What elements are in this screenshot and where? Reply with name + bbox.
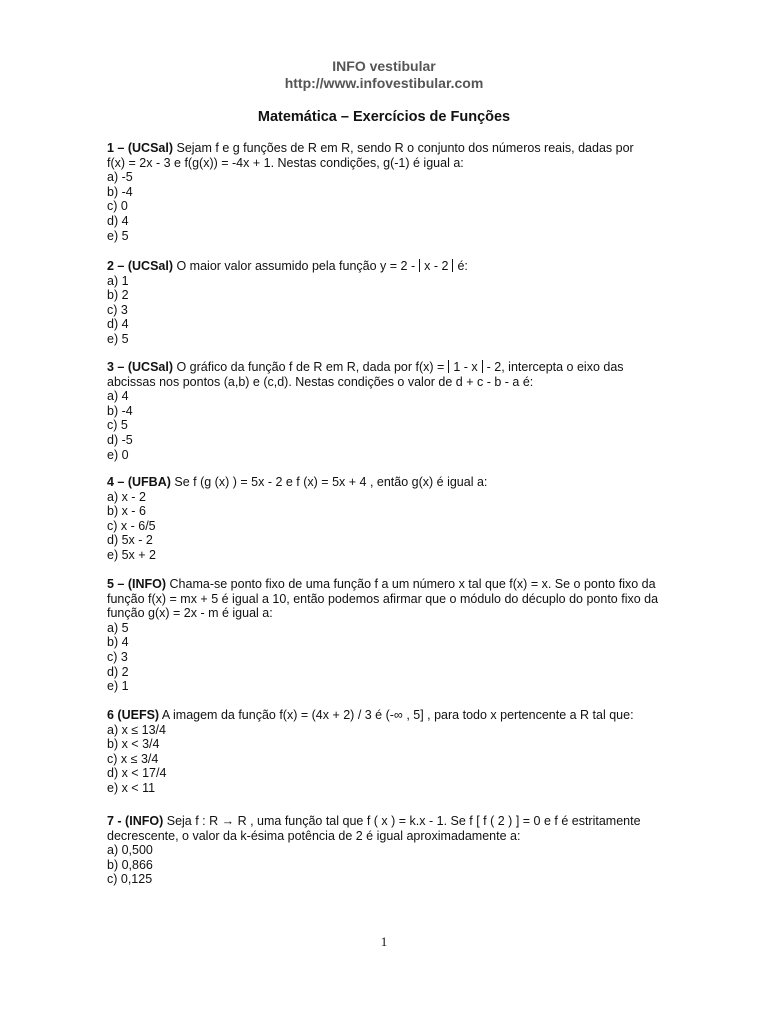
option-b: b) 0,866 <box>107 857 153 872</box>
option-a: a) 5 <box>107 620 129 635</box>
question-text: Chama-se ponto fixo de uma função f a um número x tal que f(x) = x. Se o ponto fixo da <box>169 577 656 591</box>
option-a: a) 0,500 <box>107 843 153 858</box>
question-1 <box>107 141 667 243</box>
option-e: e) 1 <box>107 679 129 694</box>
option-b: b) -4 <box>107 403 133 418</box>
document-title: Matemática – Exercícios de Funções <box>257 109 511 125</box>
question-text: O gráfico da função f de R em R, dada por f(x) = <box>176 360 445 374</box>
question-text: O maior valor assumido pela função y = 2 - <box>176 259 416 273</box>
option-a: a) x - 2 <box>107 489 146 504</box>
option-c: c) 0,125 <box>107 872 153 887</box>
option-c: c) x ≤ 3/4 <box>107 751 159 766</box>
option-a: a) -5 <box>107 170 133 185</box>
option-e: e) 5 <box>107 228 129 243</box>
question-text: função f(x) = mx + 5 é igual a 10, então podemos afirmar que o módulo do décuplo do ponto fixo da <box>107 591 659 606</box>
question-label: 3 – (UCSal) <box>107 360 173 374</box>
option-d: d) -5 <box>107 432 133 447</box>
question-text: A imagem da função f(x) = (4x + 2) / 3 é (-∞ , 5] , para todo x pertencente a R tal que: <box>161 708 634 722</box>
absolute-value-bar <box>419 259 420 272</box>
question-5 <box>107 577 667 694</box>
question-text: Sejam f e g funções de R em R, sendo R o conjunto dos números reais, dadas por <box>176 141 634 155</box>
question-label: 2 – (UCSal) <box>107 259 173 273</box>
question-text: Seja f : R → R , uma função tal que f ( x ) = k.x - 1. Se f [ f ( 2 ) ] = 0 e f é estritamente <box>166 814 641 828</box>
site-name: INFO vestibular <box>332 58 436 74</box>
option-e: e) 0 <box>107 447 129 462</box>
option-c: c) 0 <box>107 199 128 214</box>
option-c: c) 3 <box>107 302 128 317</box>
question-label: 5 – (INFO) <box>107 577 167 591</box>
option-c: c) 5 <box>107 418 128 433</box>
option-c: c) 3 <box>107 649 128 664</box>
option-a: a) 4 <box>107 389 129 404</box>
option-b: b) 4 <box>107 635 129 650</box>
question-3 <box>107 360 667 462</box>
option-d: d) x < 17/4 <box>107 766 167 781</box>
option-e: e) 5x + 2 <box>107 547 156 562</box>
question-label: 6 (UEFS) <box>107 708 160 722</box>
absolute-value-expression: x - 2 <box>424 259 449 273</box>
question-label: 7 - (INFO) <box>107 814 164 828</box>
question-label: 4 – (UFBA) <box>107 475 171 489</box>
option-b: b) x - 6 <box>107 504 146 519</box>
option-e: e) 5 <box>107 331 129 346</box>
option-a: a) x ≤ 13/4 <box>107 722 166 737</box>
question-6 <box>107 708 667 796</box>
option-d: d) 4 <box>107 317 129 332</box>
option-b: b) 2 <box>107 288 129 303</box>
absolute-value-expression: 1 - x <box>453 360 478 374</box>
absolute-value-bar <box>452 259 453 272</box>
option-d: d) 5x - 2 <box>107 533 153 548</box>
question-text: f(x) = 2x - 3 e f(g(x)) = -4x + 1. Nestas condições, g(-1) é igual a: <box>107 155 464 170</box>
absolute-value-bar <box>482 360 483 373</box>
question-text: Se f (g (x) ) = 5x - 2 e f (x) = 5x + 4 , então g(x) é igual a: <box>174 475 488 489</box>
option-e: e) x < 11 <box>107 780 156 795</box>
page-number: 1 <box>380 934 388 949</box>
option-c: c) x - 6/5 <box>107 518 156 533</box>
site-url: http://www.infovestibular.com <box>284 75 484 91</box>
absolute-value-bar <box>448 360 449 373</box>
option-d: d) 2 <box>107 664 129 679</box>
option-d: d) 4 <box>107 213 129 228</box>
question-2 <box>107 259 667 347</box>
question-text: abcissas nos pontos (a,b) e (c,d). Nestas condições o valor de d + c - b - a é: <box>107 374 534 389</box>
option-a: a) 1 <box>107 273 129 288</box>
question-7 <box>107 814 667 887</box>
question-4 <box>107 475 667 563</box>
question-label: 1 – (UCSal) <box>107 141 173 155</box>
question-text: decrescente, o valor da k-ésima potência de 2 é igual aproximadamente a: <box>107 828 521 843</box>
question-text: - 2, intercepta o eixo das <box>486 360 624 374</box>
option-b: b) -4 <box>107 184 133 199</box>
question-text: função g(x) = 2x - m é igual a: <box>107 606 273 621</box>
option-b: b) x < 3/4 <box>107 737 160 752</box>
site-header <box>0 58 768 92</box>
question-text: é: <box>457 259 468 273</box>
